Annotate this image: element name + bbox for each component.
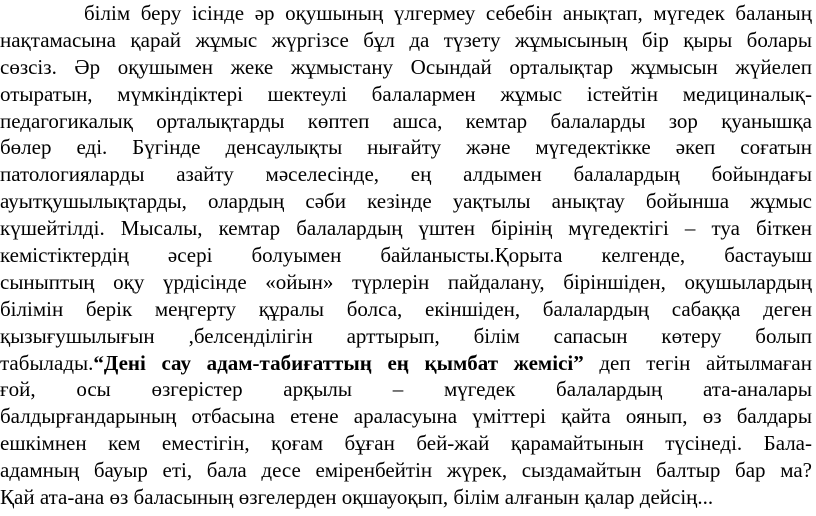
paragraph-line-2: нақтамасына қарай жұмыс жүргізсе бұл да түзету жұмысының бір қыры болары: [0, 27, 812, 52]
paragraph-line-4: отыратын, мүмкіндіктері шектеулі балалармен жұмыс істейтін медициналық-: [0, 81, 812, 106]
paragraph-line-1: білім беру ісінде әр оқушының үлгермеу себебін анықтап, мүгедек баланың: [84, 1, 812, 25]
paragraph-line-16: балдырғандарының отбасына етене араласуына үміттері қайта оянып, өз балдары: [0, 404, 812, 429]
paragraph-line-6: бөлер еді. Бүгінде денсаулықты нығайту және мүгедектікке әкеп соғатын: [0, 135, 812, 160]
paragraph-line-19: Қай ата-ана өз баласының өзгелерден оқшауоқып, білім алғанын қалар дейсің...: [0, 485, 714, 510]
paragraph-line-7: патологияларды азайту мәселесінде, ең алдымен балалардың бойындағы: [0, 162, 812, 187]
paragraph-line-10: кемістіктердің әсері болуымен байланысты.Қорыта келгенде, бастауыш: [0, 243, 812, 268]
paragraph-line-14: [0, 350, 812, 377]
bold-quote: “Дені сау адам-табиғаттың ең қымбат жемісі”: [93, 350, 584, 375]
paragraph-line-17: ешкімнен кем еместігін, қоғам бұған бей-жай қарамайтынын түсінеді. Бала-: [0, 431, 812, 456]
paragraph-line-3: сөзсіз. Әр оқушымен жеке жұмыстану Осындай орталықтар жұмысын жүйелеп: [0, 54, 812, 79]
paragraph-line-18: адамның бауыр еті, бала десе еміренбейтін жүрек, сыздамайтын балтыр бар ма?: [0, 458, 812, 483]
paragraph-line-5: педагогикалық орталықтарды көптеп ашса, кемтар балаларды зор қуанышқа: [0, 108, 812, 133]
paragraph-line-11: сыныптың оқу үрдісінде «ойын» түрлерін пайдалану, біріншіден, оқушылардың: [0, 269, 812, 294]
paragraph-line-13: қызығушылығын ,белсенділігін арттырып, білім сапасын көтеру болып: [0, 323, 812, 348]
line-14-end-text: деп тегін айтылмаған: [583, 350, 812, 375]
paragraph-line-8: ауытқушылықтарды, олардың сәби кезінде уақтылы анықтау бойынша жұмыс: [0, 189, 812, 214]
line-14-start-text: табылады.: [0, 350, 94, 375]
paragraph-line-12: білімін берік меңгерту құралы болса, екіншіден, балалардың сабаққа деген: [0, 296, 812, 321]
paragraph-line-15: ғой, осы өзгерістер арқылы – мүгедек балалардың ата-аналары: [0, 377, 812, 402]
paragraph-line-9: күшейтілді. Мысалы, кемтар балалардың үштен бірінің мүгедектігі – туа біткен: [0, 216, 812, 241]
